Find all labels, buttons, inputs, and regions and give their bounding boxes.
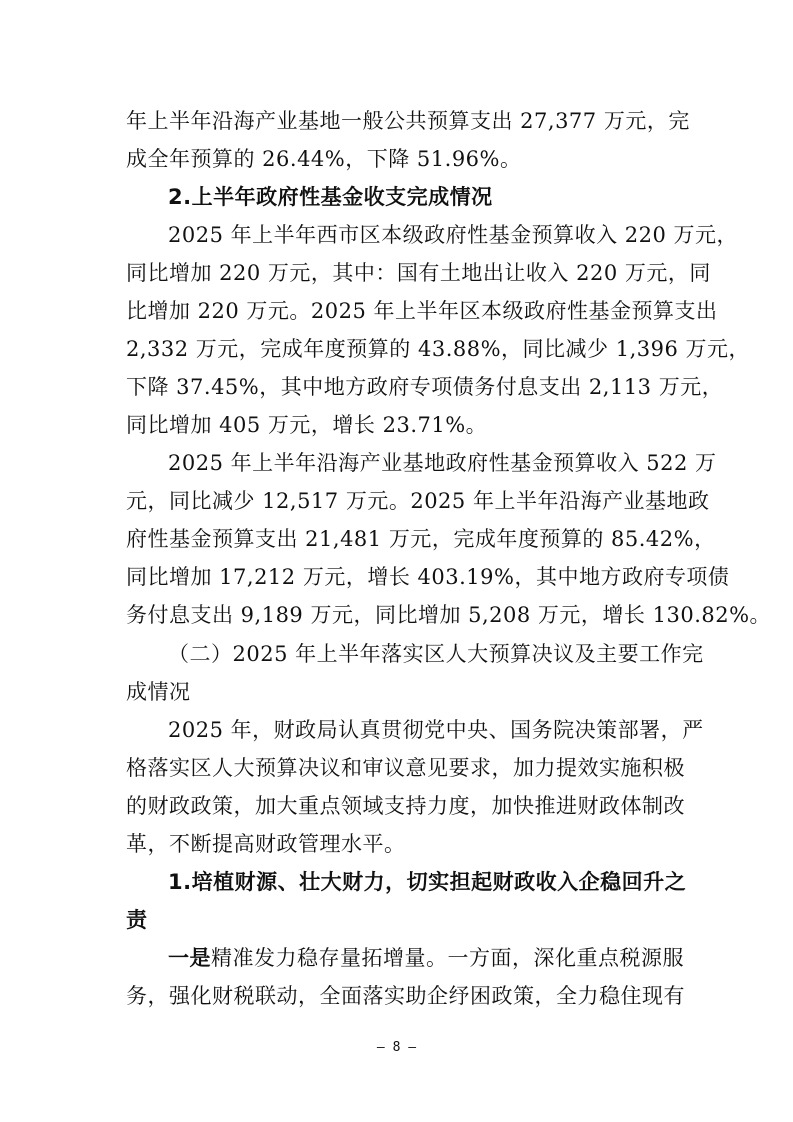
text-line: 2025 年，财政局认真贯彻党中央、国务院决策部署，严 [168, 718, 704, 742]
text-line [168, 944, 686, 972]
section-heading: 责 [126, 908, 148, 932]
text-line: 务付息支出 9,189 万元，同比增加 5,208 万元，增长 130.82%。 [126, 603, 772, 627]
text-line: 年上半年沿海产业基地一般公共预算支出 27,377 万元，完 [126, 109, 690, 133]
text-line: 同比增加 17,212 万元，增长 403.19%，其中地方政府专项债 [126, 565, 730, 589]
text-line: 下降 37.45%，其中地方政府专项债务付息支出 2,113 万元， [126, 375, 724, 399]
section-heading: 1.培植财源、壮大财力，切实担起财政收入企稳回升之 [168, 870, 687, 894]
text-line: 府性基金预算支出 21,481 万元，完成年度预算的 85.42%， [126, 527, 716, 551]
section-heading: 2.上半年政府性基金收支完成情况 [168, 185, 493, 209]
text-line: 同比增加 405 万元，增长 23.71%。 [126, 413, 488, 437]
section-heading: 成情况 [126, 680, 191, 704]
emphasis-prefix: 一是 [168, 946, 211, 970]
text-line: 2025 年上半年沿海产业基地政府性基金预算收入 522 万 [168, 451, 717, 475]
text-line: 比增加 220 万元。2025 年上半年区本级政府性基金预算支出 [126, 299, 718, 323]
page-number: — 8 — [376, 1040, 417, 1055]
text-line: 革，不断提高财政管理水平。 [126, 832, 406, 856]
text-line: 务，强化财税联动，全面落实助企纾困政策，全力稳住现有 [126, 984, 685, 1008]
text-line: 2025 年上半年西市区本级政府性基金预算收入 220 万元， [168, 223, 739, 247]
text-line: 元，同比减少 12,517 万元。2025 年上半年沿海产业基地政 [126, 489, 710, 513]
text-line: 的财政政策，加大重点领域支持力度，加快推进财政体制改 [126, 794, 685, 818]
text-span: 精准发力稳存量拓增量。一方面，深化重点税源服 [211, 946, 684, 970]
text-line: 成全年预算的 26.44%，下降 51.96%。 [126, 147, 522, 171]
text-line: 2,332 万元，完成年度预算的 43.88%，同比减少 1,396 万元， [126, 337, 751, 361]
section-heading: （二）2025 年上半年落实区人大预算决议及主要工作完 [168, 642, 704, 666]
text-line: 格落实区人大预算决议和审议意见要求，加力提效实施积极 [126, 756, 685, 780]
text-line: 同比增加 220 万元，其中：国有土地出让收入 220 万元，同 [126, 261, 711, 285]
